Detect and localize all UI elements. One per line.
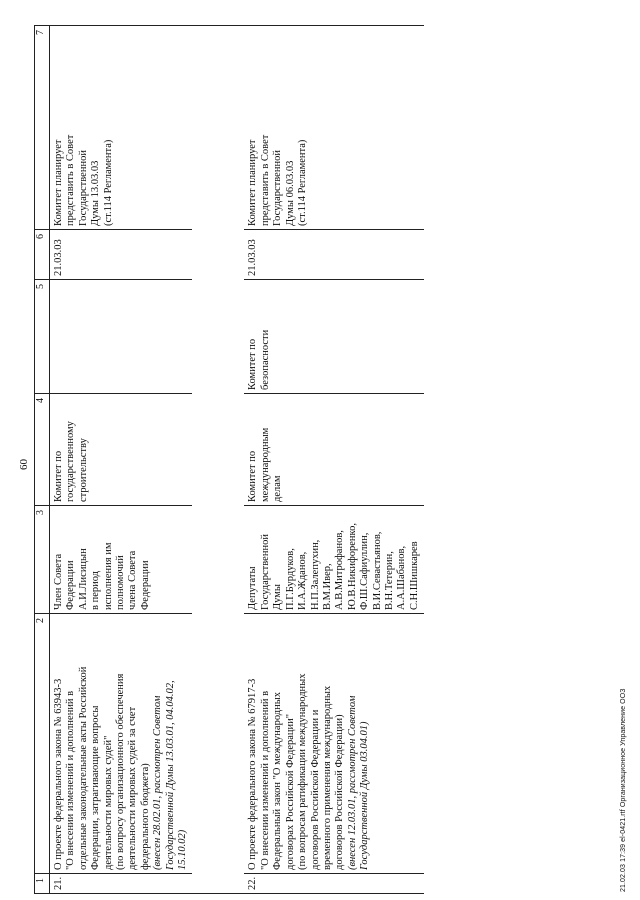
author-line: В.М.Ивер, bbox=[321, 563, 333, 610]
bill-text-line: договоров Российской Федерации и bbox=[309, 709, 321, 870]
responsible-committee bbox=[244, 394, 424, 506]
column-number: 2 bbox=[35, 614, 50, 874]
responsible-committee bbox=[50, 394, 193, 506]
plan-line: (ст.114 Регламента) bbox=[297, 139, 309, 226]
column-number: 6 bbox=[35, 230, 50, 280]
column-number: 7 bbox=[35, 26, 50, 230]
author-line: исполнения им bbox=[102, 542, 114, 610]
bill-text-line: федерального бюджета) bbox=[139, 763, 151, 870]
author-line: Депутаты bbox=[247, 566, 259, 610]
bill-description bbox=[244, 614, 424, 874]
plan-line: Думы 06.03.03 bbox=[284, 160, 296, 226]
row-number: 22. bbox=[244, 874, 424, 894]
bill-text-line: (по вопросам ратификации международных bbox=[297, 673, 309, 870]
table-row bbox=[244, 26, 424, 894]
column-number: 1 bbox=[35, 874, 50, 894]
bill-text-line: деятельности мировых судей" bbox=[102, 735, 114, 870]
author-line: Член Совета bbox=[53, 553, 64, 610]
plan-note bbox=[244, 26, 424, 230]
bill-text-line: (по вопросу организационного обеспечения bbox=[115, 673, 127, 870]
author-line: члена Совета bbox=[127, 550, 139, 610]
plan-line: Государственной bbox=[77, 150, 89, 226]
row-number: 21. bbox=[50, 874, 193, 894]
bill-author bbox=[244, 506, 424, 614]
author-line: Думы bbox=[272, 584, 284, 610]
plan-line: Думы 13.03.03 bbox=[90, 160, 102, 226]
author-line: А.А.Шабанов, bbox=[396, 545, 408, 610]
bill-note-line: (внесен 28.02.01, рассмотрен Советом bbox=[152, 695, 164, 870]
author-line: Государственной bbox=[259, 534, 271, 610]
committee-line: государственному bbox=[65, 421, 77, 502]
plan-line: представить в Совет bbox=[259, 134, 271, 226]
bill-text-line: "О внесении изменений и дополнений в bbox=[259, 690, 271, 870]
bill-text-line: Федерации, затрагивающие вопросы bbox=[90, 705, 102, 870]
author-line: Ю.В.Никифоренко, bbox=[346, 523, 358, 610]
committee-line: Комитет по bbox=[53, 450, 64, 502]
author-line: В.И.Севастьянов, bbox=[371, 531, 383, 610]
column-number: 5 bbox=[35, 280, 50, 394]
column-number-row bbox=[35, 26, 50, 894]
author-line: в период bbox=[90, 570, 102, 610]
plan-line: представить в Совет bbox=[65, 134, 77, 226]
bill-description bbox=[50, 614, 193, 874]
author-line: Ф.Ш.Сафиуллин, bbox=[359, 532, 371, 610]
author-line: Федерации bbox=[65, 560, 77, 610]
row-spacer bbox=[192, 26, 244, 894]
print-footer: 21.02.03 17:39 el-0421.rtf Организационное Управление ООЗ bbox=[620, 688, 627, 892]
bill-title: О проекте федерального закона № 67917-3 bbox=[247, 678, 259, 870]
bill-text-line: отдельные законодательные акты Российской bbox=[77, 666, 89, 870]
author-line: Н.П.Залепухин, bbox=[309, 539, 321, 610]
author-line: В.Н.Тетерин, bbox=[383, 551, 395, 610]
plan-note bbox=[50, 26, 193, 230]
bill-text-line: деятельности мировых судей за счет bbox=[127, 706, 139, 870]
bill-text-line: "О внесении изменений и дополнений в bbox=[65, 690, 77, 870]
author-line: А.И.Лисицын bbox=[77, 548, 89, 610]
author-line: полномочий bbox=[115, 555, 127, 610]
author-line: А.В.Митрофанов, bbox=[334, 530, 346, 610]
author-line: П.Г.Бурдуков, bbox=[284, 548, 296, 610]
co-committee bbox=[50, 280, 193, 394]
review-date: 21.03.03 bbox=[244, 230, 424, 280]
bill-note-line: (внесен 12.03.01, рассмотрен Советом bbox=[346, 695, 358, 870]
author-line: Федерации bbox=[139, 560, 151, 610]
bill-text-line: договорах Российской Федерации" bbox=[284, 713, 296, 870]
committee-line: делам bbox=[272, 475, 284, 502]
plan-line: (ст.114 Регламента) bbox=[102, 139, 114, 226]
author-line: С.Н.Шишкарев bbox=[408, 541, 420, 610]
bill-text-line: договоров Российской Федерации) bbox=[334, 714, 346, 870]
bill-note-line: 15.10.02) bbox=[177, 829, 189, 870]
bill-title: О проекте федерального закона № 63943-3 bbox=[53, 678, 64, 870]
co-committee-line: безопасности bbox=[259, 329, 271, 390]
bill-text-line: временного применения международных bbox=[321, 685, 333, 870]
committee-line: Комитет по bbox=[247, 450, 259, 502]
author-line: И.А.Жданов, bbox=[297, 551, 309, 610]
table-row bbox=[50, 26, 193, 894]
bill-author bbox=[50, 506, 193, 614]
plan-line: Государственной bbox=[272, 150, 284, 226]
co-committee-line: Комитет по bbox=[247, 338, 259, 390]
committee-line: международным bbox=[259, 427, 271, 502]
plan-line: Комитет планирует bbox=[247, 139, 259, 226]
committee-line: строительству bbox=[77, 438, 89, 502]
bill-note-line: Государственной Думы 03.04.01) bbox=[359, 721, 371, 870]
bill-note-line: Государственной Думы 13.03.01, 04.04.02, bbox=[164, 680, 176, 870]
page-number: 60 bbox=[18, 459, 30, 470]
bill-table bbox=[34, 25, 424, 894]
column-number: 4 bbox=[35, 394, 50, 506]
column-number: 3 bbox=[35, 506, 50, 614]
bill-text-line: Федеральный закон "О международных bbox=[272, 691, 284, 870]
plan-line: Комитет планирует bbox=[53, 139, 64, 226]
review-date: 21.03.03 bbox=[50, 230, 193, 280]
co-committee bbox=[244, 280, 424, 394]
